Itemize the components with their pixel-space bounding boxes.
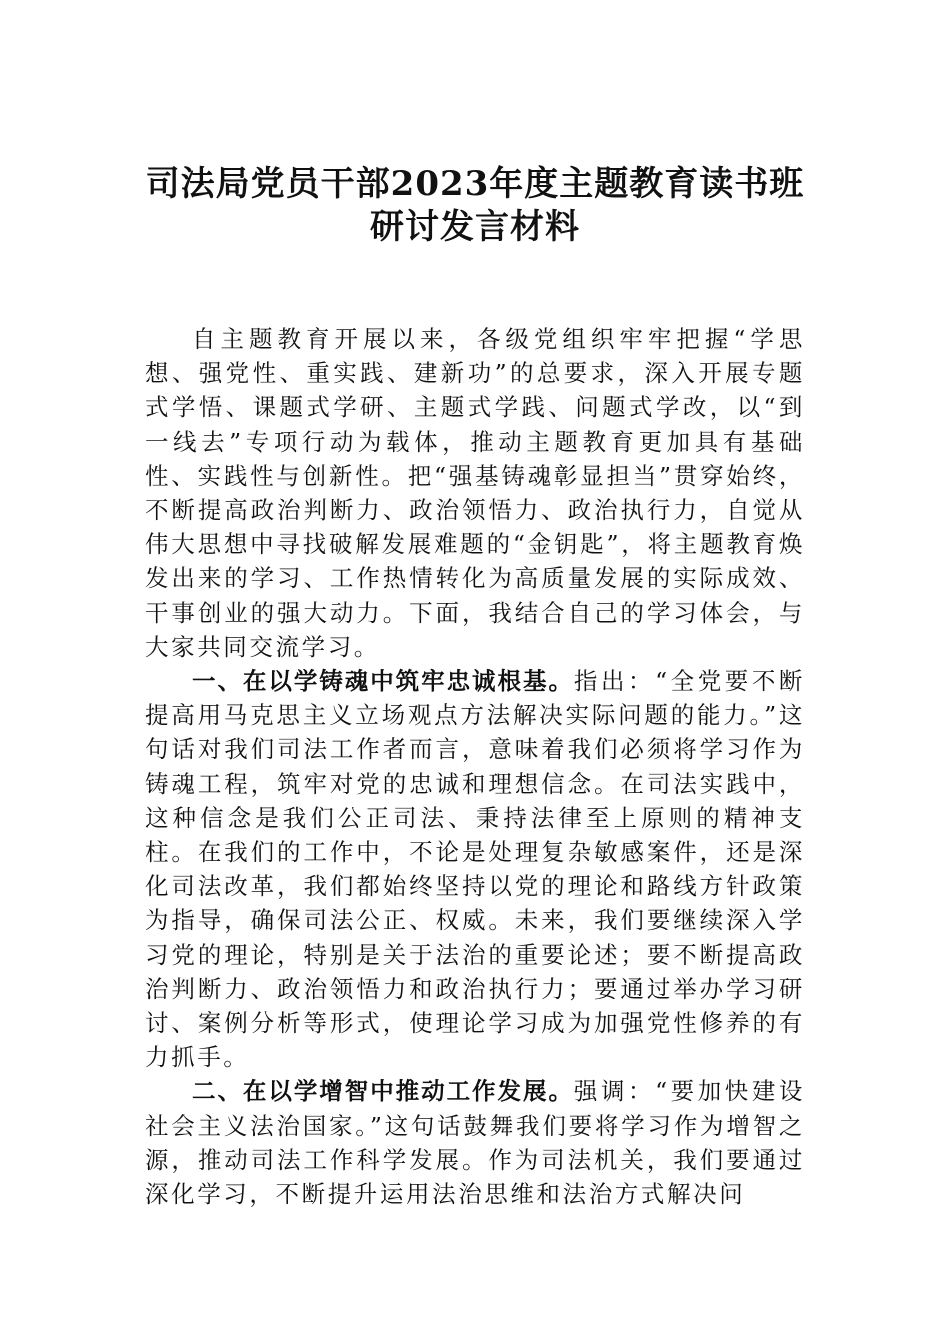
document-title-line-2: 研讨发言材料 bbox=[370, 207, 580, 247]
intro-paragraph: 自主题教育开展以来，各级党组织牢牢把握“学思想、强党性、重实践、建新功”的总要求，深入开展专题式学悟、课题式学研、主题式学践、问题式学改，以“到一线去”专项行动为载体，推动主题教育更加具有基础性、实践性与创新性。把“强基铸魂彰显担当”贯穿始终，不断提高政治判断力、政治领悟力、政治执行力，自觉从伟大思想中寻找破解发展难题的“金钥匙”，将主题教育焕发出来的学习、工作热情转化为高质量发展的实际成效、干事创业的强大动力。下面，我结合自己的学习体会，与大家共同交流学习。 bbox=[145, 325, 805, 661]
section-2-heading: 二、在以学增智中推动工作发展。 bbox=[192, 1077, 574, 1106]
document-title-line-1: 司法局党员干部2023年度主题教育读书班 bbox=[145, 164, 805, 204]
section-1-body: 指出：“全党要不断提高用马克思主义立场观点方法解决实际问题的能力。”这句话对我们司法工作者而言，意味着我们必须将学习作为铸魂工程，筑牢对党的忠诚和理想信念。在司法实践中，这种信念是我们公正司法、秉持法律至上原则的精神支柱。在我们的工作中，不论是处理复杂敏感案件，还是深化司法改革，我们都始终坚持以党的理论和路线方针政策为指导，确保司法公正、权威。未来，我们要继续深入学习党的理论，特别是关于法治的重要论述；要不断提高政治判断力、政治领悟力和政治执行力；要通过举办学习研讨、案例分析等形式，使理论学习成为加强党性修养的有力抓手。 bbox=[145, 667, 805, 1072]
section-1-paragraph bbox=[145, 664, 805, 1074]
document-body bbox=[145, 322, 805, 1211]
section-1-heading: 一、在以学铸魂中筑牢忠诚根基。 bbox=[192, 667, 574, 696]
section-2-paragraph bbox=[145, 1074, 805, 1211]
section-2-body: 强调：“要加快建设社会主义法治国家。”这句话鼓舞我们要将学习作为增智之源，推动司法工作科学发展。作为司法机关，我们要通过深化学习，不断提升运用法治思维和法治方式解决问 bbox=[145, 1077, 805, 1209]
